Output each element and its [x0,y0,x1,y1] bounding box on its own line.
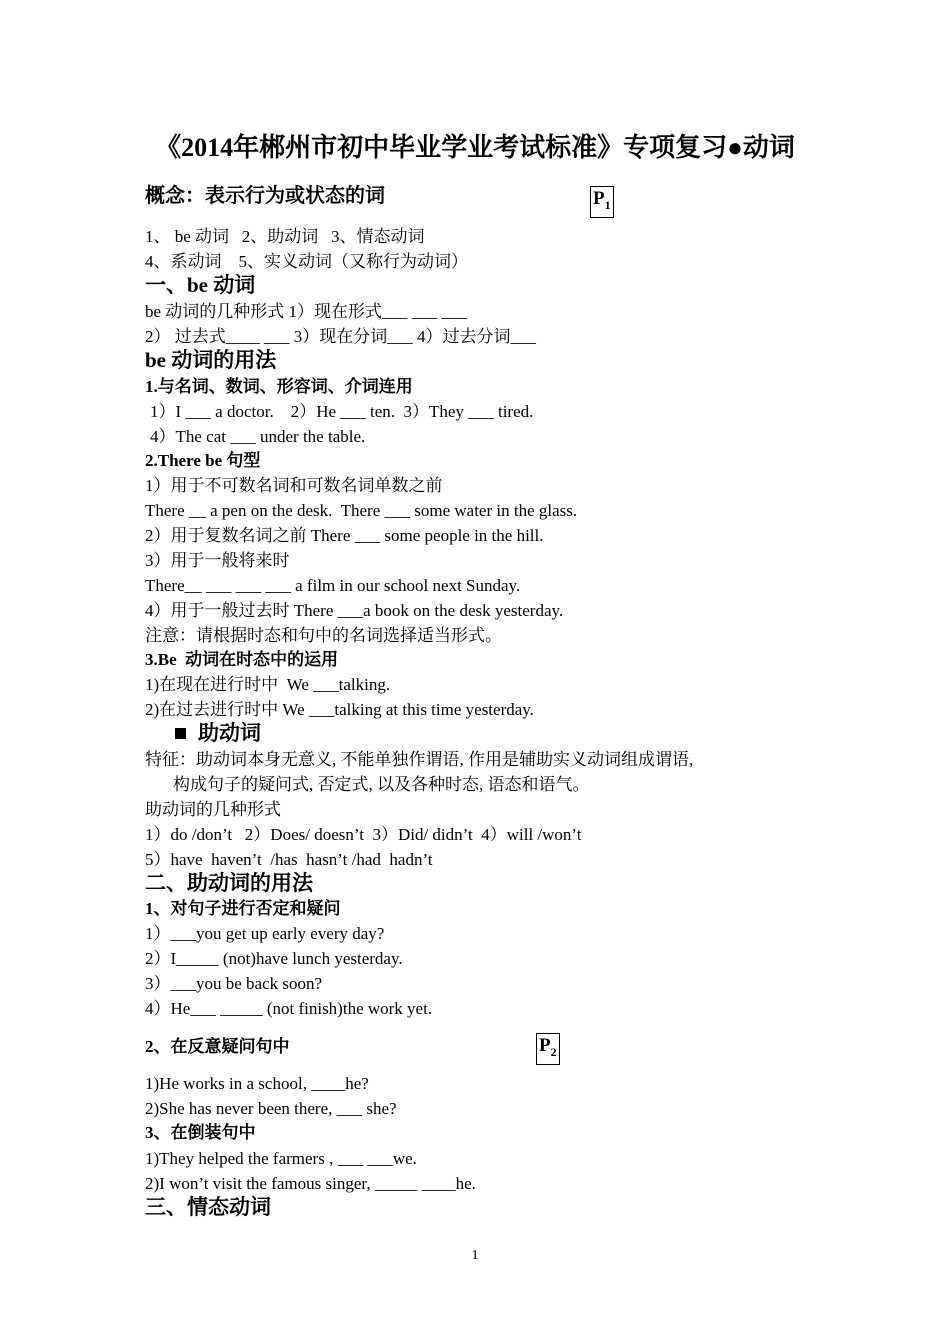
document-title: 《2014年郴州市初中毕业学业考试标准》专项复习●动词 [155,133,795,162]
text-line: 4）He___ _____ (not finish)the work yet. [145,999,433,1018]
page-marker-p2 [536,1033,560,1065]
section-heading-text: 助动词 [198,721,261,745]
page-marker-letter: P [593,188,605,209]
square-bullet-icon [175,728,186,739]
text-line: 1)They helped the farmers , ___ ___we. [145,1149,417,1168]
text-line: 5）have haven’t /has hasn’t /had hadn’t [145,850,433,869]
text-line: 3）用于一般将来时 [145,551,290,570]
subsection-heading: 3、在倒装句中 [145,1123,256,1142]
text-line: 构成句子的疑问式, 否定式, 以及各种时态, 语态和语气。 [173,775,590,794]
text-line: 2）用于复数名词之前 There ___ some people in the hill. [145,526,544,545]
section-heading: 一、be 动词 [145,273,256,297]
text-line: 2)She has never been there, ___ she? [145,1099,397,1118]
subsection-heading: 2.There be 句型 [145,451,261,470]
subsection-heading: 1.与名词、数词、形容词、介词连用 [145,377,413,396]
section-heading: 二、助动词的用法 [145,871,313,895]
text-line: 1、 be 动词 2、助动词 3、情态动词 [145,227,425,246]
text-line: be 动词的几种形式 1）现在形式___ ___ ___ [145,302,468,321]
text-line: 注意：请根据时态和句中的名词选择适当形式。 [145,626,502,645]
subsection-heading: 2、在反意疑问句中 [145,1037,290,1056]
text-line: 2)I won’t visit the famous singer, _____ ____he. [145,1174,476,1193]
page-marker-subscript: 1 [604,197,611,212]
text-line: 2）I_____ (not)have lunch yesterday. [145,949,403,968]
text-line: There __ a pen on the desk. There ___ some water in the glass. [145,501,578,520]
text-line: 1)He works in a school, ____he? [145,1074,369,1093]
text-line: 1）用于不可数名词和可数名词单数之前 [145,476,443,495]
section-heading-aux-verbs [175,722,261,744]
text-line: 3）___you be back soon? [145,974,323,993]
section-heading: be 动词的用法 [145,348,277,372]
text-line: 1）I ___ a doctor. 2）He ___ ten. 3）They ___ tired. [150,402,534,421]
text-line: 助动词的几种形式 [145,800,281,819]
text-line: 2） 过去式____ ___ 3）现在分词___ 4）过去分词___ [145,327,536,346]
page-marker-letter: P [539,1035,551,1056]
subsection-heading: 1、对句子进行否定和疑问 [145,899,341,918]
text-line: 1)在现在进行时中 We ___talking. [145,675,391,694]
text-line: 4）The cat ___ under the table. [150,427,366,446]
text-line: 特征：助动词本身无意义, 不能单独作谓语, 作用是辅助实义动词组成谓语, [145,750,694,769]
subsection-heading: 3.Be 动词在时态中的运用 [145,650,339,669]
text-line: 4）用于一般过去时 There ___a book on the desk yesterday. [145,601,564,620]
text-line: 1）___you get up early every day? [145,924,385,943]
text-line: 1）do /don’t 2）Does/ doesn’t 3）Did/ didn’t 4）will /won’t [145,825,582,844]
text-line: There__ ___ ___ ___ a film in our school next Sunday. [145,576,521,595]
page-marker-p1 [590,186,614,218]
text-line: 2)在过去进行时中 We ___talking at this time yesterday. [145,700,534,719]
page-number: 1 [471,1248,479,1263]
page-marker-subscript: 2 [550,1044,557,1059]
concept-heading: 概念：表示行为或状态的词 [145,185,385,207]
section-heading: 三、情态动词 [145,1195,271,1219]
text-line: 4、系动词 5、实义动词（又称行为动词） [145,252,468,271]
